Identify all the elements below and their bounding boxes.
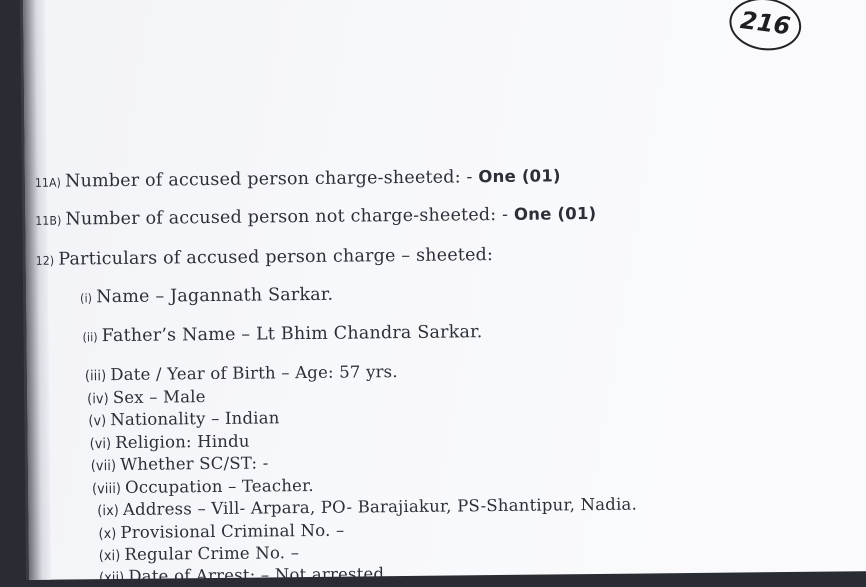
particular-text: Provisional Criminal No. – — [120, 520, 345, 542]
particular-text: Name – Jagannath Sarkar. — [96, 284, 334, 308]
item-11a-value: One (01) — [478, 166, 561, 187]
binding-spine — [23, 0, 51, 580]
particular-text: Regular Crime No. – — [124, 543, 300, 564]
particular-text: Whether SC/ST: - — [120, 453, 269, 474]
item-11a-number: 11A) — [34, 175, 62, 190]
particular-number: (viii) — [92, 480, 122, 498]
item-11b-label: Number of accused person not charge-sheeted: - — [65, 204, 515, 230]
particular-row — [99, 543, 299, 564]
particular-row — [85, 362, 398, 384]
particular-number: (xi) — [98, 547, 121, 565]
item-11b — [35, 204, 596, 230]
item-11a-label: Number of accused person charge-sheeted: - — [64, 167, 479, 192]
item-11a — [35, 166, 561, 192]
particular-row — [97, 495, 637, 520]
particular-number: (v) — [88, 413, 107, 430]
item-12-number: 12) — [35, 253, 55, 268]
particular-row — [98, 521, 344, 543]
item-11b-number: 11B) — [35, 213, 62, 228]
particular-text: Father’s Name – Lt Bhim Chandra Sarkar. — [101, 322, 483, 347]
particular-text: Sex – Male — [112, 387, 206, 408]
particular-number: (vi) — [89, 436, 112, 453]
particular-number: (iii) — [84, 368, 107, 385]
particular-number: (iv) — [87, 391, 109, 408]
particular-row — [92, 476, 314, 497]
particular-number: (xii) — [98, 569, 125, 587]
particular-row — [91, 453, 269, 474]
item-11b-value: One (01) — [513, 203, 597, 224]
item-12 — [36, 245, 494, 270]
particular-text: Address – Vill- Arpara, PO- Barajiakur, PS-Shantipur, Nadia. — [122, 494, 638, 519]
particular-number: (ix) — [97, 502, 120, 520]
particular-row — [80, 285, 333, 308]
item-12-label: Particulars of accused person charge – sheeted: — [58, 245, 494, 270]
particular-text: Religion: Hindu — [115, 431, 250, 453]
particular-text: Occupation – Teacher. — [124, 475, 314, 497]
particular-number: (vii) — [90, 458, 117, 475]
particular-row — [99, 564, 390, 586]
particular-row — [87, 387, 206, 407]
particular-text: Nationality – Indian — [110, 408, 280, 430]
particular-row — [82, 322, 482, 346]
particular-row — [88, 408, 279, 429]
particular-row — [90, 432, 250, 453]
particular-text: Date / Year of Birth – Age: 57 yrs. — [110, 362, 398, 385]
particular-number: (i) — [80, 291, 93, 306]
particular-number: (ii) — [82, 330, 98, 345]
particular-text: Date of Arrest: – Not arrested. — [128, 564, 390, 586]
document-page — [20, 0, 866, 587]
particular-number: (x) — [98, 526, 117, 543]
handwritten-page-number: 216 — [726, 0, 804, 55]
